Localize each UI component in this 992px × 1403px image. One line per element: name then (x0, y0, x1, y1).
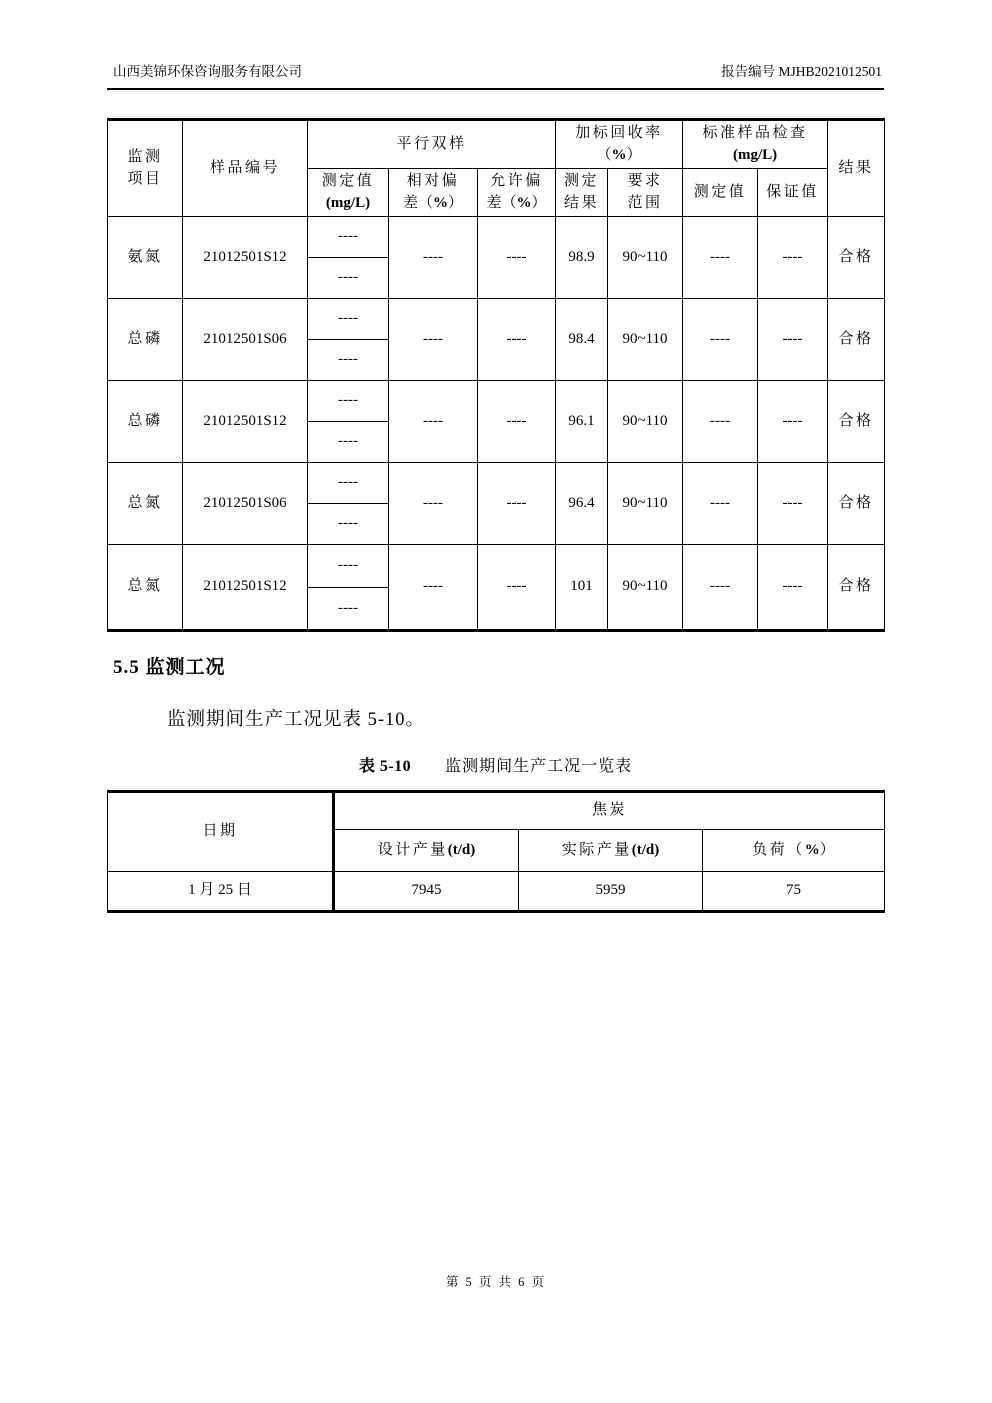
qa-cell-item: 氨氮 (108, 217, 183, 299)
qa-cell-range: 90~110 (608, 545, 683, 631)
prod-row (108, 872, 885, 912)
qa-header-spike-group: 加标回收率 （%） (556, 120, 683, 169)
qa-header-parallel-group: 平行双样 (308, 120, 556, 169)
qa-cell-recovery: 98.4 (556, 299, 608, 381)
qa-cell-sample: 21012501S06 (183, 299, 308, 381)
qa-cell-relative-deviation: ---- (389, 545, 478, 631)
qa-cell-parallel-1: ---- (308, 545, 389, 588)
qa-cell-std-measured: ---- (683, 299, 758, 381)
qa-cell-recovery: 96.1 (556, 381, 608, 463)
qa-cell-parallel-1: ---- (308, 463, 389, 504)
report-number: 报告编号 MJHB2021012501 (721, 64, 882, 79)
qa-cell-sample: 21012501S12 (183, 381, 308, 463)
prod-header-load: 负荷（%） (703, 830, 885, 872)
qa-cell-range: 90~110 (608, 463, 683, 545)
document-header (107, 60, 884, 90)
qa-header-measured: 测定值 (mg/L) (308, 169, 389, 217)
prod-cell-design-output: 7945 (334, 872, 519, 912)
qa-row (108, 217, 885, 258)
qa-row (108, 299, 885, 340)
table-caption-title: 监测期间生产工况一览表 (445, 758, 633, 775)
qa-cell-std-guaranteed: ---- (758, 217, 828, 299)
qa-cell-range: 90~110 (608, 381, 683, 463)
page-content (107, 0, 884, 913)
qa-cell-result: 合格 (828, 299, 885, 381)
qa-cell-item: 总氮 (108, 463, 183, 545)
body-paragraph: 监测期间生产工况见表 5-10。 (167, 710, 426, 730)
qa-cell-parallel-2: ---- (308, 504, 389, 545)
qa-cell-range: 90~110 (608, 217, 683, 299)
qa-cell-sample: 21012501S06 (183, 463, 308, 545)
qa-cell-result: 合格 (828, 381, 885, 463)
qa-cell-std-measured: ---- (683, 217, 758, 299)
prod-cell-date: 1 月 25 日 (108, 872, 334, 912)
page-footer: 第 5 页 共 6 页 (445, 1275, 547, 1289)
qa-row (108, 463, 885, 504)
qa-cell-allowed-deviation: ---- (478, 463, 556, 545)
qa-cell-recovery: 101 (556, 545, 608, 631)
qa-row (108, 545, 885, 588)
qa-cell-parallel-1: ---- (308, 217, 389, 258)
qa-cell-std-measured: ---- (683, 463, 758, 545)
prod-header-design-output: 设计产量(t/d) (334, 830, 519, 872)
qa-row (108, 381, 885, 422)
prod-header-coke-group: 焦炭 (334, 792, 885, 830)
section-heading: 5.5 监测工况 (113, 657, 226, 678)
qa-cell-allowed-deviation: ---- (478, 545, 556, 631)
qa-cell-relative-deviation: ---- (389, 381, 478, 463)
qa-cell-parallel-2: ---- (308, 258, 389, 299)
qa-table (107, 118, 885, 632)
qa-header-allowed-deviation: 允许偏 差（%） (478, 169, 556, 217)
qa-header-sample: 样品编号 (183, 120, 308, 217)
qa-header-standard-group: 标准样品检查 (mg/L) (683, 120, 828, 169)
qa-cell-allowed-deviation: ---- (478, 381, 556, 463)
qa-cell-std-guaranteed: ---- (758, 299, 828, 381)
qa-cell-allowed-deviation: ---- (478, 217, 556, 299)
qa-cell-range: 90~110 (608, 299, 683, 381)
qa-cell-item: 总磷 (108, 299, 183, 381)
qa-cell-recovery: 98.9 (556, 217, 608, 299)
table-caption (107, 753, 884, 776)
prod-header-date: 日期 (108, 792, 334, 872)
qa-cell-recovery: 96.4 (556, 463, 608, 545)
qa-header-spike-range: 要求 范围 (608, 169, 683, 217)
prod-header-actual-output: 实际产量(t/d) (519, 830, 703, 872)
qa-cell-relative-deviation: ---- (389, 217, 478, 299)
qa-cell-item: 总氮 (108, 545, 183, 631)
qa-cell-relative-deviation: ---- (389, 463, 478, 545)
qa-cell-result: 合格 (828, 545, 885, 631)
qa-cell-result: 合格 (828, 463, 885, 545)
qa-header-relative-deviation: 相对偏 差（%） (389, 169, 478, 217)
qa-header-item: 监测 项目 (108, 120, 183, 217)
qa-header-std-measured: 测定值 (683, 169, 758, 217)
qa-cell-sample: 21012501S12 (183, 545, 308, 631)
table-caption-label: 表 5-10 (358, 758, 412, 775)
qa-cell-std-measured: ---- (683, 545, 758, 631)
qa-cell-allowed-deviation: ---- (478, 299, 556, 381)
qa-cell-parallel-1: ---- (308, 381, 389, 422)
qa-cell-std-measured: ---- (683, 381, 758, 463)
qa-header-result: 结果 (828, 120, 885, 217)
company-name: 山西美锦环保咨询服务有限公司 (113, 64, 302, 79)
qa-header-std-guaranteed: 保证值 (758, 169, 828, 217)
qa-cell-std-guaranteed: ---- (758, 381, 828, 463)
prod-cell-actual-output: 5959 (519, 872, 703, 912)
production-table (107, 790, 885, 913)
qa-cell-parallel-2: ---- (308, 340, 389, 381)
qa-cell-result: 合格 (828, 217, 885, 299)
qa-header-spike-result: 测定 结果 (556, 169, 608, 217)
qa-cell-relative-deviation: ---- (389, 299, 478, 381)
prod-cell-load: 75 (703, 872, 885, 912)
qa-cell-item: 总磷 (108, 381, 183, 463)
qa-cell-std-guaranteed: ---- (758, 545, 828, 631)
qa-cell-std-guaranteed: ---- (758, 463, 828, 545)
qa-cell-parallel-1: ---- (308, 299, 389, 340)
qa-cell-parallel-2: ---- (308, 588, 389, 631)
qa-cell-sample: 21012501S12 (183, 217, 308, 299)
qa-cell-parallel-2: ---- (308, 422, 389, 463)
